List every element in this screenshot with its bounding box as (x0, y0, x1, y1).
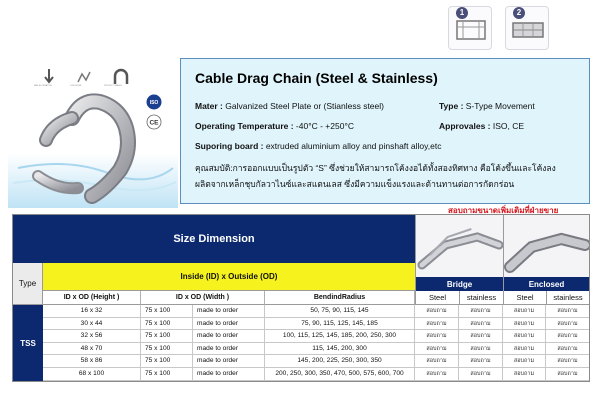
svg-text:ISO: ISO (149, 100, 159, 106)
supporting-board-value: extruded aluminium alloy and pinshaft alloy,etc (263, 141, 442, 151)
type-row (439, 101, 535, 111)
cell-bending-radius: 145, 200, 225, 250, 300, 350 (265, 355, 415, 368)
operating-temp-value: -40°C - +250°C (293, 121, 354, 131)
feature-label: LOW NOISE (70, 85, 82, 87)
table-row (43, 305, 589, 318)
cell-enclosed-stainless: สอบถาม (557, 308, 578, 314)
feature-label: MAX ELONGATION (34, 85, 52, 87)
table-row (43, 330, 589, 343)
cell-bridge-stainless: สอบถาม (459, 330, 503, 343)
cell-width: 75 x 100 (141, 305, 193, 318)
thumbnail-number: 1 (456, 7, 468, 19)
product-hero-image (8, 58, 178, 208)
thumbnail-bridge[interactable] (448, 6, 492, 50)
cell-bridge-steel: สอบถาม (415, 368, 459, 381)
svg-text:CE: CE (149, 119, 159, 127)
table-row (43, 368, 589, 381)
bridge-product-image (415, 215, 503, 277)
type-header: Type (13, 263, 43, 305)
material-label: Mater : (195, 101, 223, 111)
cell-bridge-steel: สอบถาม (415, 318, 459, 331)
cell-bending-radius: 50, 75, 90, 115, 145 (265, 305, 415, 318)
feature-label: PROTECT CABLES (104, 85, 122, 87)
operating-temp-label: Operating Temperature : (195, 121, 294, 131)
cell-enclosed-steel: สอบถาม (503, 330, 546, 343)
enclosed-product-image (503, 215, 589, 277)
cell-width: 75 x 100 (141, 368, 193, 381)
cell-bridge-steel: สอบถาม (415, 305, 459, 318)
product-info-box (180, 58, 590, 204)
cell-enclosed-stainless: สอบถาม (557, 333, 578, 340)
col-header-bridge-steel: Steel (415, 291, 459, 305)
table-row (43, 343, 589, 356)
table-body (43, 305, 589, 381)
col-header-bridge-stainless: stainless (459, 291, 503, 305)
operating-temp-row (195, 121, 354, 131)
cell-enclosed-stainless: สอบถาม (557, 320, 578, 327)
thumbnail-number: 2 (513, 7, 525, 19)
cell-made-to-order: made to order (193, 343, 265, 356)
cell-height: 68 x 100 (43, 368, 141, 381)
cell-bridge-stainless: สอบถาม (459, 318, 503, 331)
cell-enclosed-steel: สอบถาม (503, 305, 546, 318)
thumbnail-enclosed[interactable] (505, 6, 549, 50)
cell-made-to-order: made to order (193, 355, 265, 368)
table-row (43, 355, 589, 368)
cell-height: 58 x 86 (43, 355, 141, 368)
cell-made-to-order: made to order (193, 330, 265, 343)
cell-bridge-steel: สอบถาม (415, 330, 459, 343)
cell-enclosed-steel: สอบถาม (503, 368, 546, 381)
approvals-value: ISO, CE (490, 121, 525, 131)
cell-bridge-steel: สอบถาม (415, 343, 459, 356)
cell-enclosed-steel: สอบถาม (503, 355, 546, 368)
cell-bridge-stainless: สอบถาม (459, 368, 503, 381)
tss-group-label: TSS (13, 305, 43, 381)
feature-icons (34, 66, 148, 90)
approvals-label: Approvales : (439, 121, 491, 131)
approvals-row (439, 121, 524, 131)
contact-sales-note: สอบถามขนาดเพิ่มเติมที่ฝ่ายขาย (448, 206, 559, 215)
cell-made-to-order: made to order (193, 305, 265, 318)
cell-bridge-steel: สอบถาม (415, 355, 459, 368)
product-title: Cable Drag Chain (Steel & Stainless) (195, 70, 438, 86)
cell-made-to-order: made to order (193, 368, 265, 381)
col-header-enclosed-steel: Steel (503, 291, 546, 305)
supporting-board-label: Suporing board : (195, 141, 264, 151)
type-label: Type : (439, 101, 464, 111)
cell-bending-radius: 100, 115, 125, 145, 185, 200, 250, 300 (265, 330, 415, 343)
size-spec-table (12, 214, 590, 382)
cell-bridge-stainless: สอบถาม (459, 343, 503, 356)
cell-bending-radius: 75, 90, 115, 125, 145, 185 (265, 318, 415, 331)
cell-enclosed-stainless: สอบถาม (557, 345, 578, 352)
cell-enclosed-steel: สอบถาม (503, 318, 546, 331)
col-header-height: ID x OD (Height ) (43, 291, 141, 305)
cell-enclosed-stainless: สอบถาม (557, 358, 578, 365)
cell-width: 75 x 100 (141, 318, 193, 331)
ce-badge-icon (146, 114, 162, 130)
type-value: S-Type Movement (463, 101, 535, 111)
enclosed-group-header: Enclosed (503, 277, 589, 291)
material-value: Galvanized Steel Plate or (Stianless steel) (222, 101, 384, 111)
inside-outside-header: Inside (ID) x Outside (OD) (43, 263, 415, 291)
supporting-board-row (195, 141, 441, 151)
cell-enclosed-steel: สอบถาม (503, 343, 546, 356)
size-dimension-header: Size Dimension (13, 215, 415, 263)
col-header-width: ID x OD (Width ) (141, 291, 265, 305)
cell-width: 75 x 100 (141, 330, 193, 343)
cell-made-to-order: made to order (193, 318, 265, 331)
cell-height: 32 x 56 (43, 330, 141, 343)
material-row (195, 101, 384, 111)
cell-height: 16 x 32 (43, 305, 141, 318)
iso-badge-icon (146, 94, 162, 110)
cell-bridge-stainless: สอบถาม (459, 355, 503, 368)
cell-bending-radius: 115, 145, 200, 300 (265, 343, 415, 356)
col-header-bending-radius: BendindRadius (265, 291, 415, 305)
table-row (43, 318, 589, 331)
bridge-group-header: Bridge (415, 277, 503, 291)
thai-description-line1: คุณสมบัติ:การออกแบบเป็นรูปตัว “S” ซึ่งช่วยให้สามารถโค้งงอได้ทั้งสองทิศทาง คือโค้งขึ้นและโค้งลง (195, 163, 556, 173)
cell-width: 75 x 100 (141, 343, 193, 356)
thai-description-line2: ผลิตจากเหล็กชุบกัลวาไนซ์และสแตนเลส ซึ่งมีความแข็งแรงและต้านทานต่อการกัดกร่อน (195, 179, 515, 189)
cell-enclosed-stainless: สอบถาม (557, 370, 578, 377)
cell-height: 30 x 44 (43, 318, 141, 331)
col-header-enclosed-stainless: stainless (546, 291, 589, 305)
cell-bending-radius: 200, 250, 300, 350, 470, 500, 575, 600, 700 (265, 368, 415, 381)
cell-width: 75 x 100 (141, 355, 193, 368)
cell-height: 48 x 70 (43, 343, 141, 356)
cell-bridge-stainless: สอบถาม (459, 305, 503, 318)
